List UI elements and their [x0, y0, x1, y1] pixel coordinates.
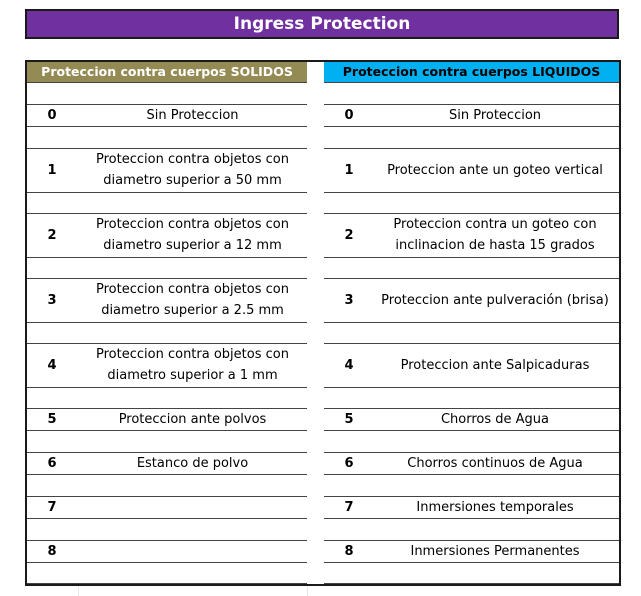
solids-header: Proteccion contra cuerpos SOLIDOS [27, 62, 307, 82]
row-divider [324, 474, 619, 475]
liquid-level-description: Inmersiones temporales [416, 499, 574, 515]
liquid-level-number: 2 [344, 227, 354, 243]
solid-level-description: Proteccion contra objetos con diametro superior a 12 mm [96, 217, 289, 253]
liquid-level-number: 5 [344, 411, 354, 427]
liquid-level-description: Proteccion contra un goteo con inclinacion de hasta 15 grados [393, 217, 597, 253]
solid-level-number: 0 [47, 107, 57, 123]
solid-level-description: Estanco de polvo [136, 455, 249, 471]
liquid-level-number: 7 [344, 499, 354, 515]
solid-level-number: 4 [47, 357, 57, 373]
solid-level-number: 1 [47, 162, 57, 178]
solid-level-description [78, 496, 307, 518]
liquid-level-number: 3 [344, 292, 354, 308]
row-divider [324, 430, 619, 431]
row-divider [324, 322, 619, 323]
liquids-header: Proteccion contra cuerpos LIQUIDOS [324, 62, 619, 82]
solid-level-number: 2 [47, 227, 57, 243]
row-divider [324, 192, 619, 193]
solid-level-description: Proteccion contra objetos con diametro superior a 2.5 mm [96, 282, 289, 318]
solid-level-description: Proteccion contra objetos con diametro superior a 50 mm [96, 152, 289, 188]
row-divider [27, 518, 307, 519]
solid-level-number: 7 [47, 499, 57, 515]
row-divider [27, 583, 307, 584]
liquid-level-number: 8 [344, 543, 354, 559]
row-divider [324, 126, 619, 127]
row-divider [27, 562, 307, 563]
liquid-level-description: Chorros de Agua [440, 411, 550, 427]
solid-level-number: 3 [47, 292, 57, 308]
gridline [307, 586, 308, 596]
solid-level-description: Sin Proteccion [146, 107, 239, 123]
row-divider [27, 474, 307, 475]
liquid-level-description: Inmersiones Permanentes [410, 543, 580, 559]
row-divider [324, 562, 619, 563]
row-divider [324, 257, 619, 258]
row-divider [27, 82, 307, 83]
solid-level-number: 5 [47, 411, 57, 427]
row-divider [324, 387, 619, 388]
page-title: Ingress Protection [25, 9, 619, 39]
liquid-level-number: 6 [344, 455, 354, 471]
liquid-level-description: Proteccion ante Salpicaduras [400, 357, 590, 373]
row-divider [27, 192, 307, 193]
row-divider [27, 322, 307, 323]
row-divider [27, 257, 307, 258]
gridline [78, 586, 79, 596]
row-divider [27, 387, 307, 388]
row-divider [324, 518, 619, 519]
liquid-level-description: Proteccion ante pulveración (brisa) [381, 292, 609, 308]
liquid-level-description: Sin Proteccion [448, 107, 542, 123]
liquid-level-number: 0 [344, 107, 354, 123]
solid-level-description: Proteccion contra objetos con diametro superior a 1 mm [96, 347, 289, 383]
liquid-level-description: Chorros continuos de Agua [407, 455, 583, 471]
liquid-level-number: 1 [344, 162, 354, 178]
solid-level-description: Proteccion ante polvos [118, 411, 267, 427]
row-divider [27, 430, 307, 431]
row-divider [27, 126, 307, 127]
solid-level-description [78, 540, 307, 562]
row-divider [324, 583, 619, 584]
solid-level-number: 6 [47, 455, 57, 471]
row-divider [324, 82, 619, 83]
solid-level-number: 8 [47, 543, 57, 559]
liquid-level-description: Proteccion ante un goteo vertical [387, 162, 603, 178]
liquid-level-number: 4 [344, 357, 354, 373]
